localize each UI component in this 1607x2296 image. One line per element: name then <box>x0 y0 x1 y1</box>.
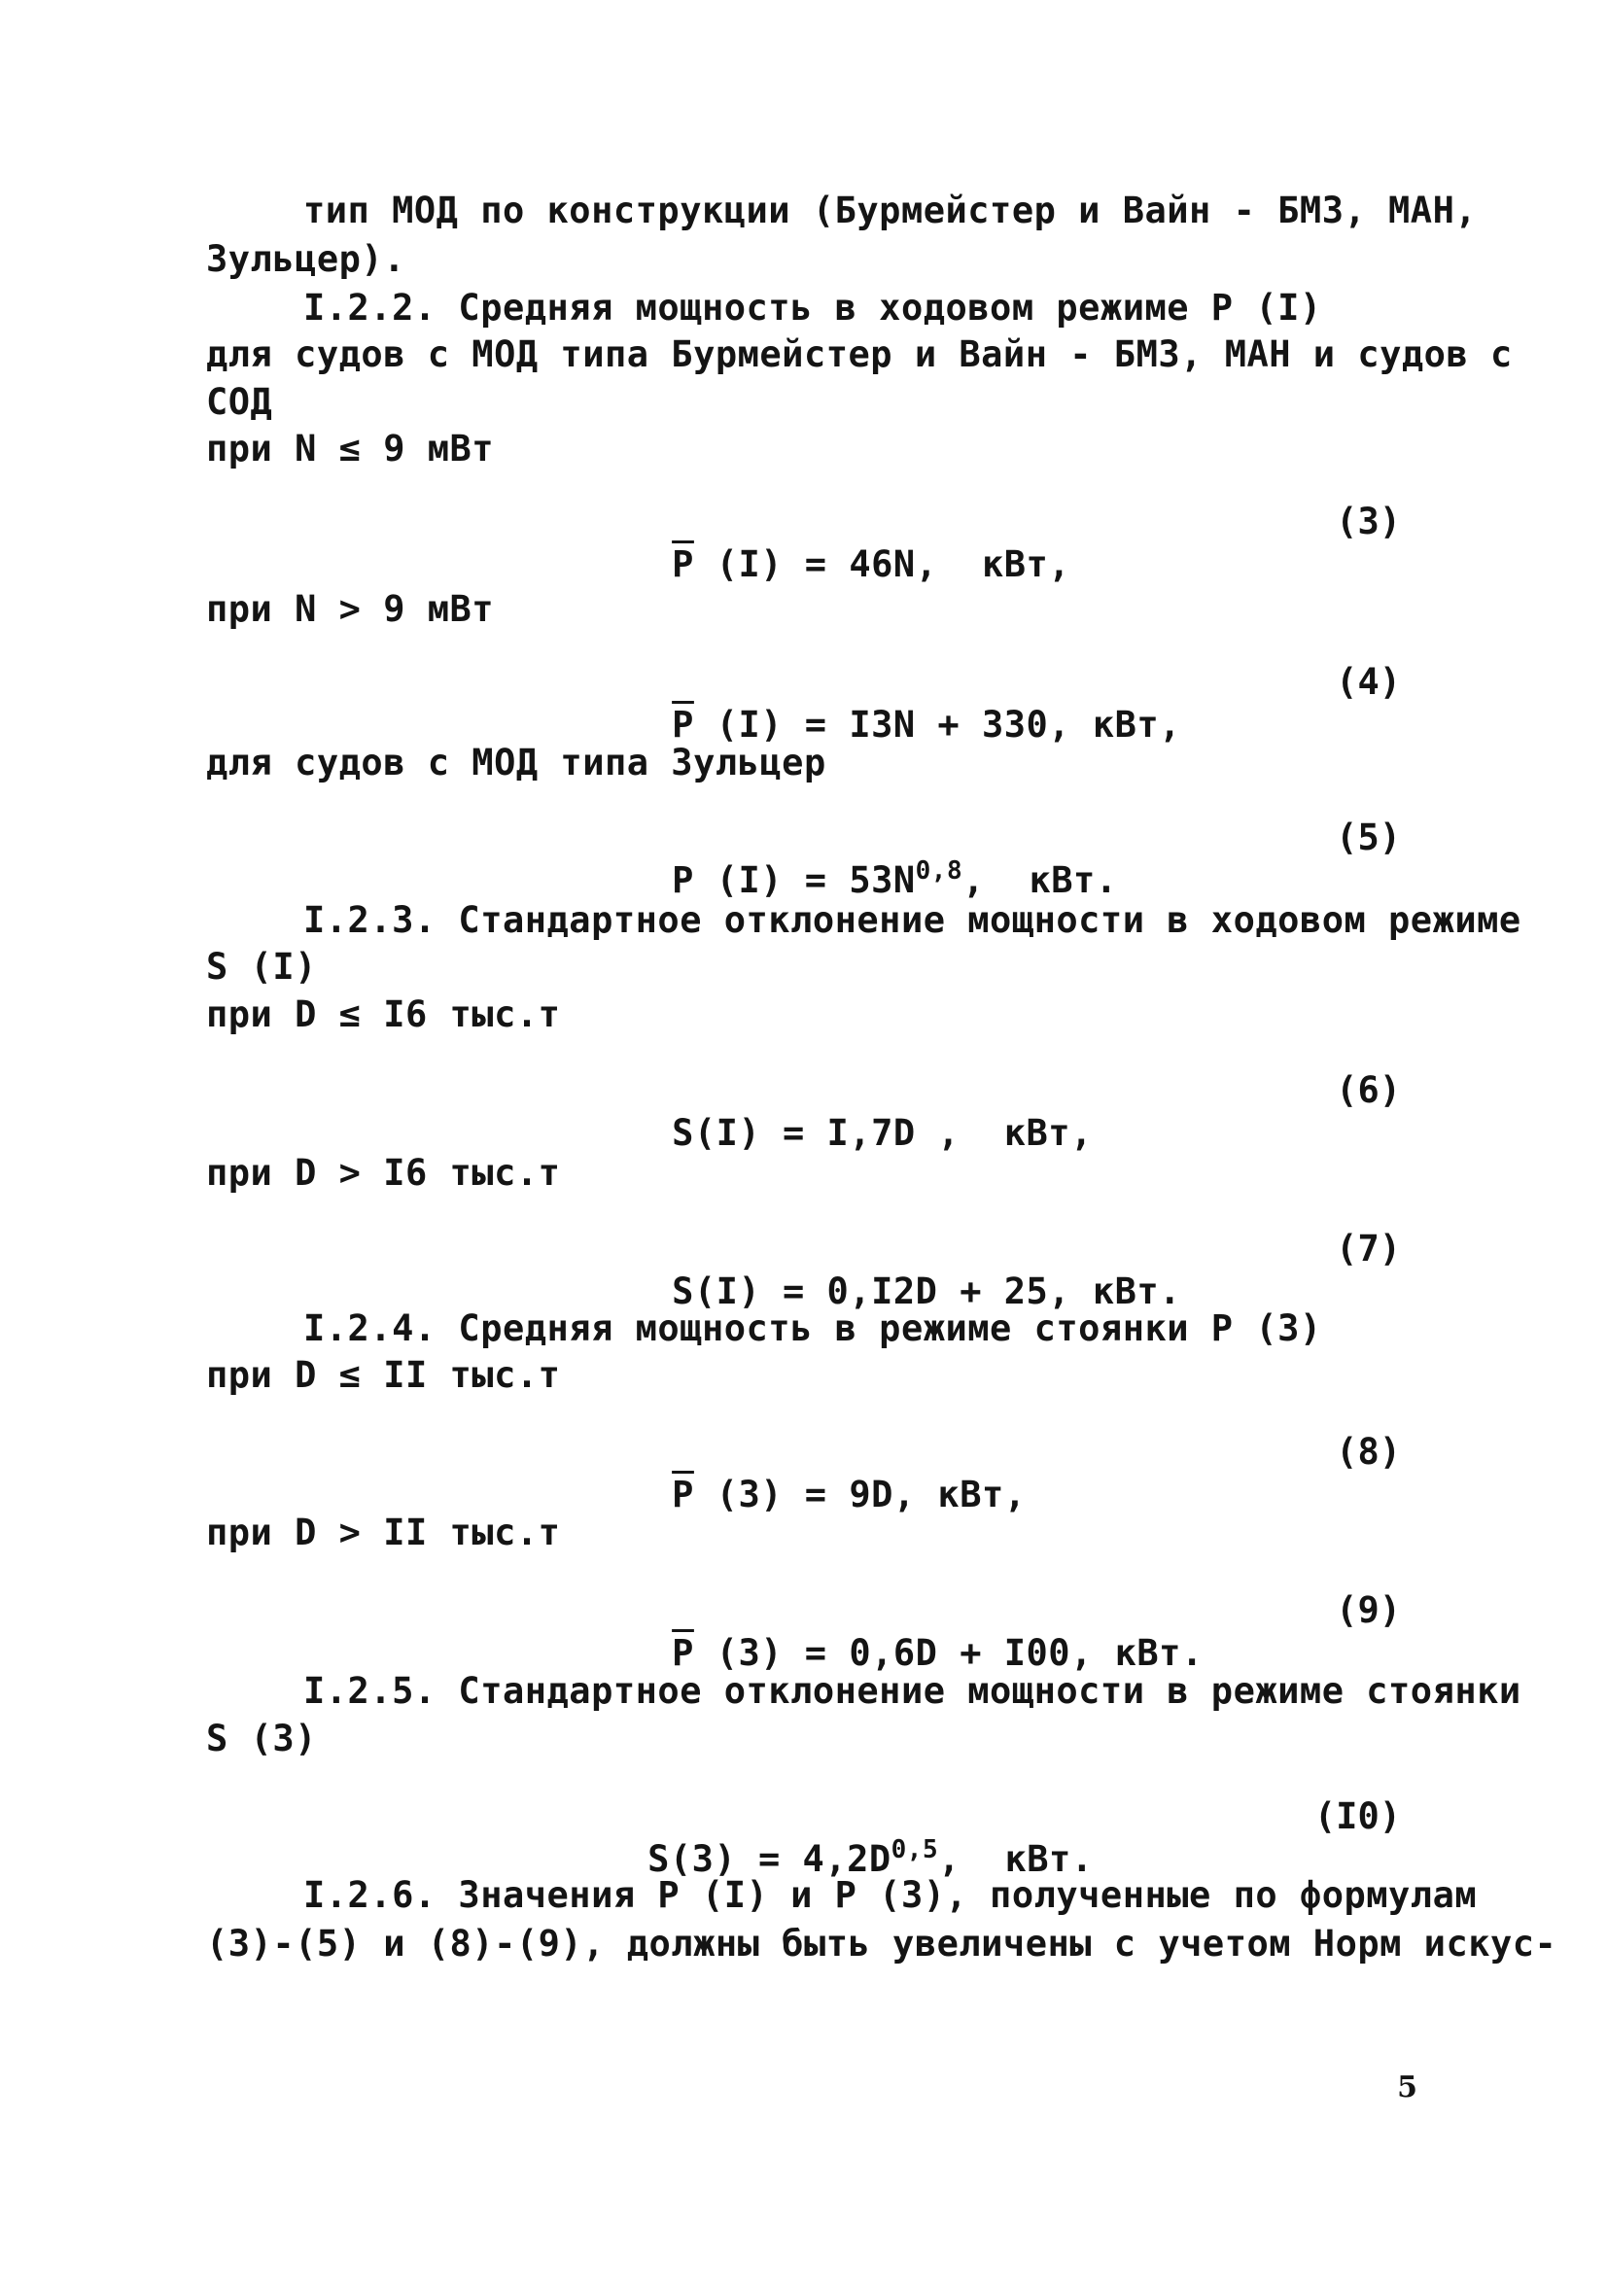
section-heading-1-2-6: I.2.6. Значения P (I) и P (3), полученные по формулам <box>303 1874 1478 1916</box>
text-line: для судов с МОД типа Зульцер <box>206 742 826 783</box>
text-line: (3)-(5) и (8)-(9), должны быть увеличены с учетом Норм искус- <box>206 1923 1557 1965</box>
equation-number: (5) <box>1336 817 1401 858</box>
equation-body: (I) = 53N <box>693 859 916 901</box>
text-line: S (I) <box>206 946 317 988</box>
condition-line: при N ≤ 9 мВт <box>206 428 495 470</box>
equation-body: (I) = I3N + 330, кВт, <box>693 704 1181 746</box>
equation-tail: , кВт. <box>962 859 1118 901</box>
equation-body: (I) = I,7D , кВт, <box>693 1112 1093 1154</box>
section-heading-1-2-4: I.2.4. Средняя мощность в режиме стоянки P (3) <box>303 1307 1322 1349</box>
equation-8 <box>583 1431 1027 1559</box>
equation-symbol: S <box>672 1270 694 1312</box>
equation-tail: , кВт. <box>938 1838 1094 1880</box>
equation-number: (8) <box>1336 1431 1401 1473</box>
condition-line: при D > II тыс.т <box>206 1512 561 1553</box>
page-number: 5 <box>1397 2070 1417 2105</box>
condition-line: при D ≤ I6 тыс.т <box>206 993 561 1035</box>
equation-symbol: S <box>647 1838 670 1880</box>
equation-body: (3) = 9D, кВт, <box>693 1474 1027 1515</box>
equation-symbol: S <box>672 1112 694 1154</box>
section-heading-1-2-3: I.2.3. Стандартное отклонение мощности в ходовом режиме <box>303 899 1521 941</box>
text-line: СОД <box>206 381 273 423</box>
text-line: Зульцер). <box>206 238 405 280</box>
equation-number: (4) <box>1336 661 1401 703</box>
equation-body: (3) = 0,6D + I00, кВт. <box>693 1632 1204 1674</box>
condition-line: при D ≤ II тыс.т <box>206 1354 561 1396</box>
condition-line: при D > I6 тыс.т <box>206 1152 561 1194</box>
equation-number: (I0) <box>1313 1795 1401 1837</box>
equation-number: (7) <box>1336 1228 1401 1270</box>
equation-exponent: 0,5 <box>891 1835 939 1864</box>
text-line: тип МОД по конструкции (Бурмейстер и Вайн - БМЗ, МАН, <box>303 190 1478 231</box>
equation-number: (6) <box>1336 1069 1401 1111</box>
equation-body: (I) = 46N, кВт, <box>693 543 1071 585</box>
equation-6 <box>583 1069 1093 1198</box>
text-line: S (3) <box>206 1718 317 1759</box>
equation-number: (9) <box>1336 1589 1401 1631</box>
section-heading-1-2-2: I.2.2. Средняя мощность в ходовом режиме P (I) <box>303 287 1322 329</box>
equation-symbol: $\overline{P}$ <box>672 704 694 746</box>
equation-number: (3) <box>1336 501 1401 542</box>
equation-symbol: $\overline{P}$ <box>672 1474 694 1515</box>
section-heading-1-2-5: I.2.5. Стандартное отклонение мощности в режиме стоянки <box>303 1670 1521 1712</box>
equation-symbol: $\overline{P}$ <box>672 543 694 585</box>
equation-3 <box>583 501 1070 629</box>
equation-body: (3) = 4,2D <box>669 1838 891 1880</box>
equation-symbol: P <box>672 859 694 901</box>
text-line: для судов с МОД типа Бурмейстер и Вайн - БМЗ, МАН и судов с <box>206 333 1513 375</box>
equation-body: (I) = 0,I2D + 25, кВт. <box>693 1270 1181 1312</box>
condition-line: при N > 9 мВт <box>206 588 495 630</box>
equation-symbol: $\overline{P}$ <box>672 1632 694 1674</box>
equation-exponent: 0,8 <box>915 856 963 886</box>
